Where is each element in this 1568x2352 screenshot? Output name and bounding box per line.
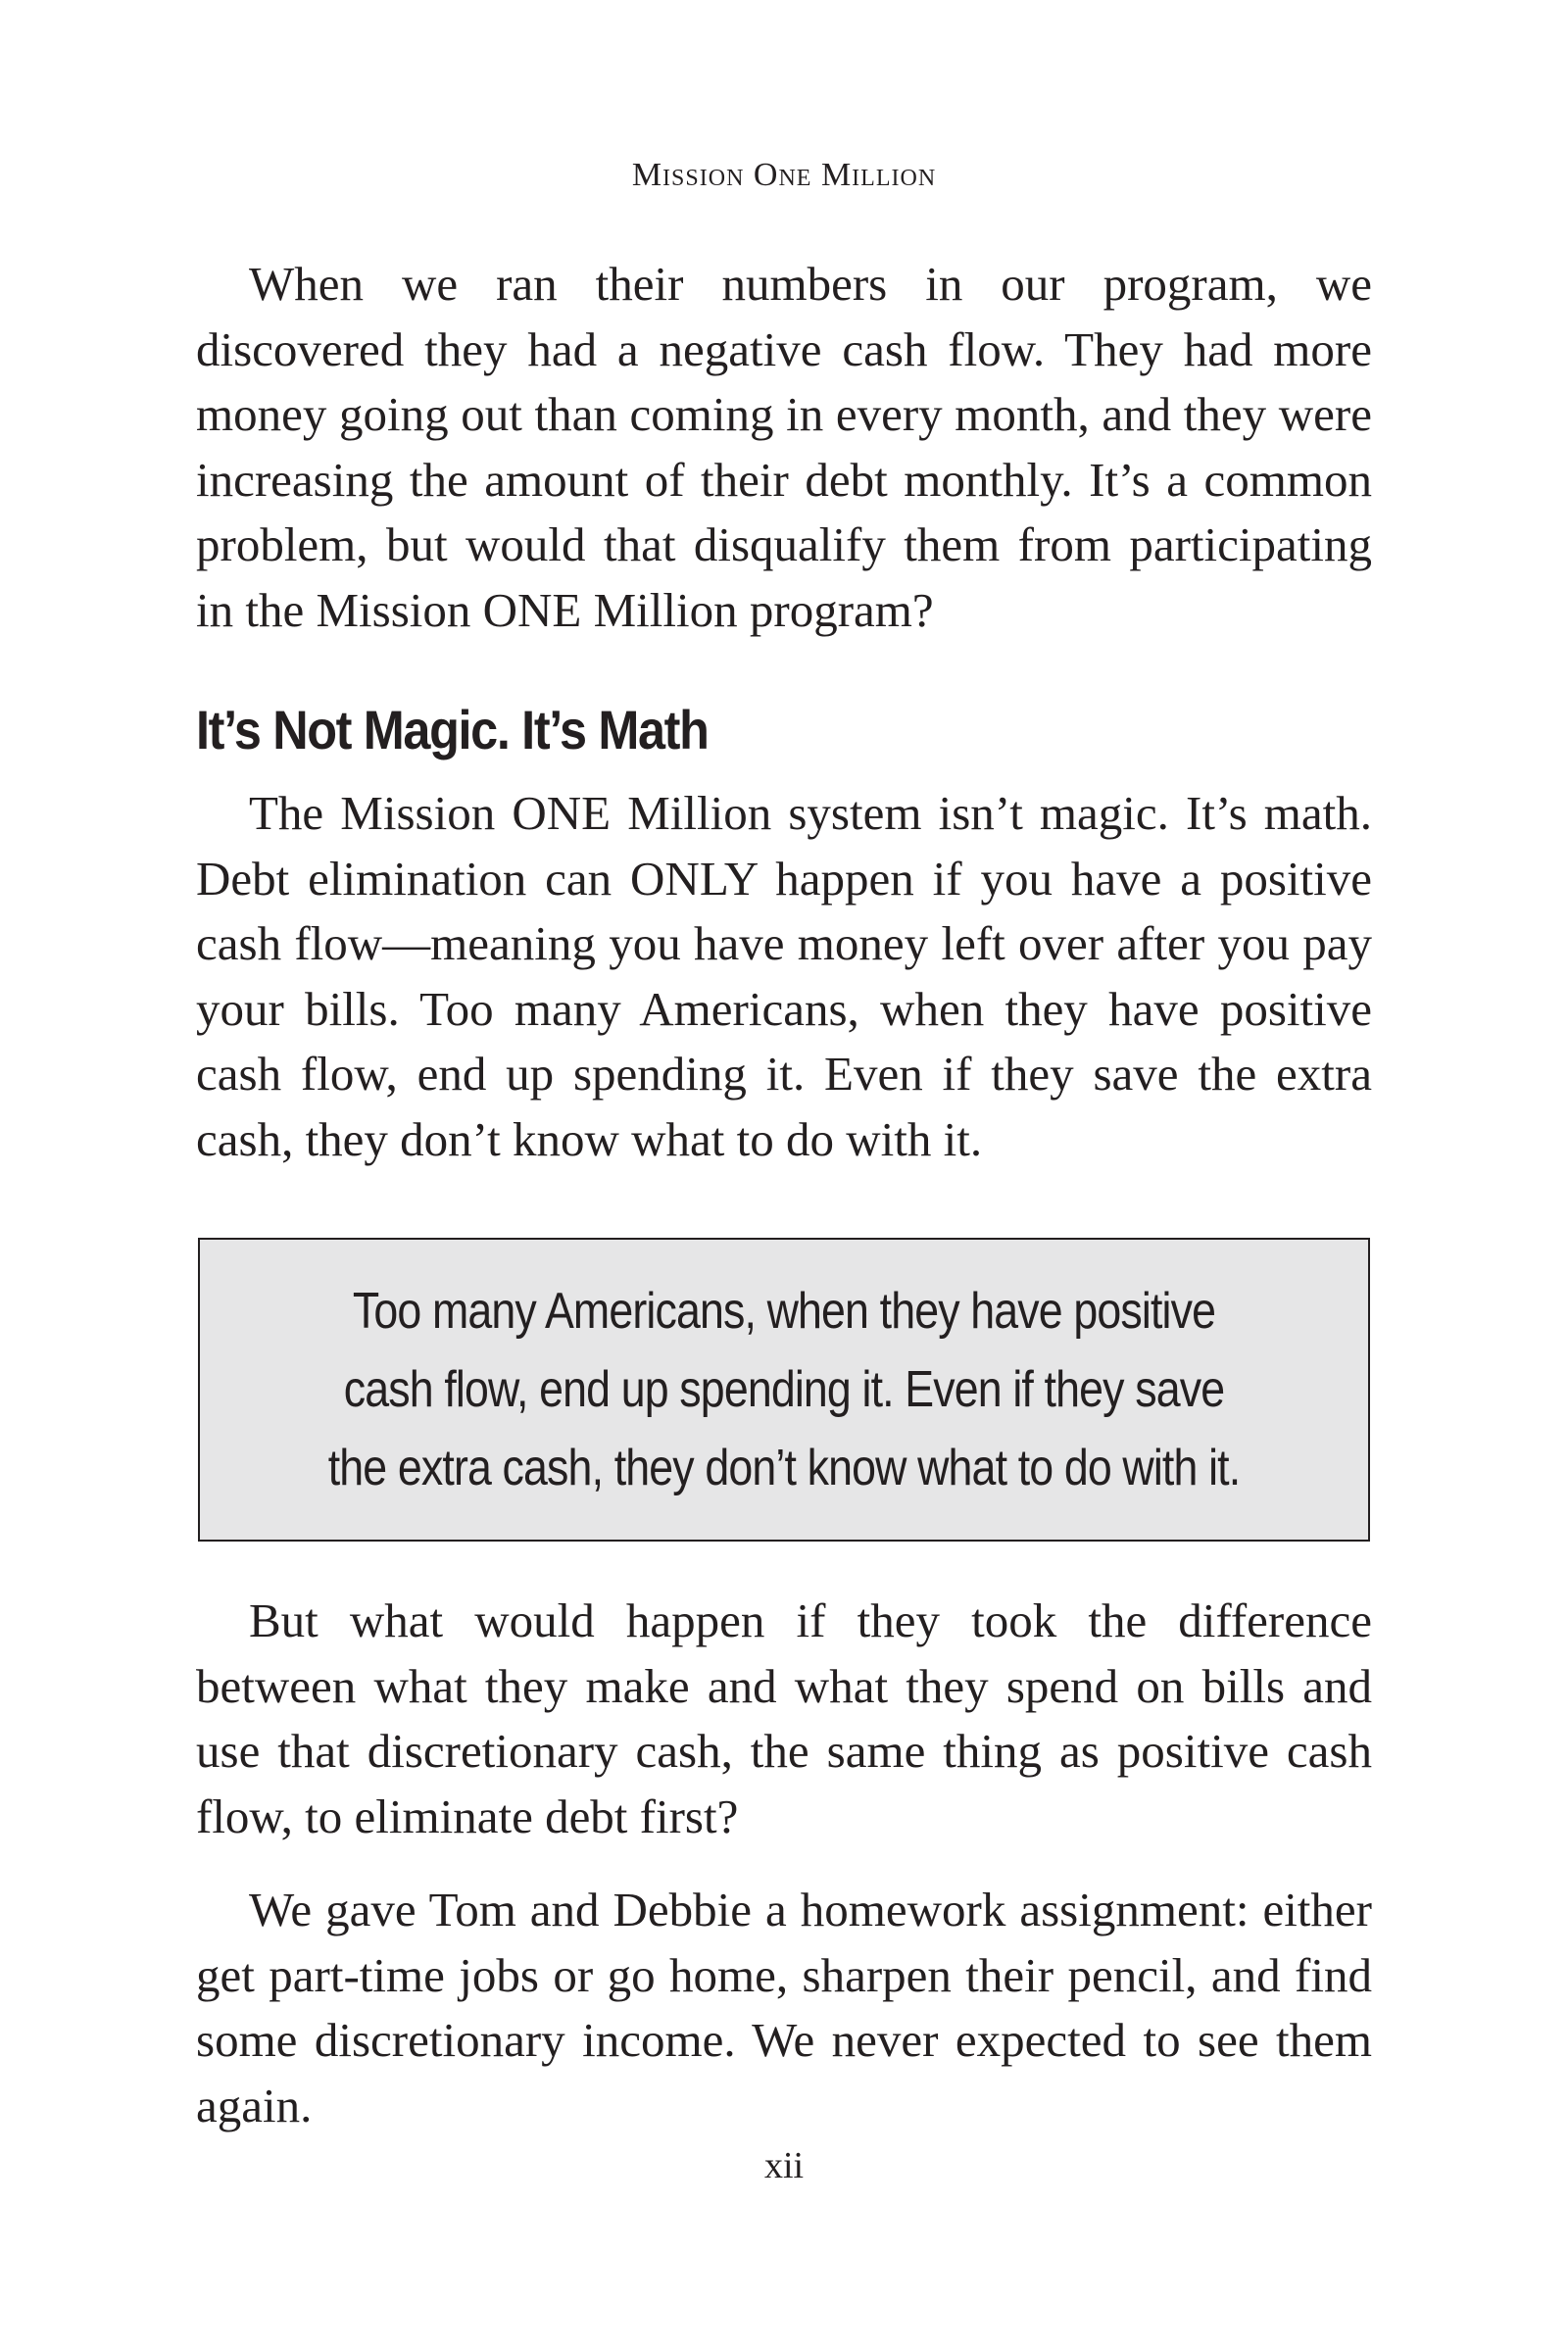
body-paragraph-1: When we ran their numbers in our program, we discovered they had a negative cash flow. They had more money going out than coming in every month, and they were increasing the amount of their debt monthly. It’s a common problem, but would that disqualify them from participating in the Mission ONE Million program?: [196, 257, 1372, 637]
body-paragraph-2: The Mission ONE Million system isn’t magic. It’s math. Debt elimination can ONLY happen if you have a positive cash flow—meaning you have money left over after you pay your bills. Too many Americans, when they have positive cash flow, end up spending it. Even if they save the extra cash, they don’t know what to do with it.: [196, 786, 1372, 1166]
body-paragraph-3: But what would happen if they took the difference between what they make and what they spend on bills and use that discretionary cash, the same thing as positive cash flow, to eliminate debt first?: [196, 1593, 1372, 1843]
section-heading: It’s Not Magic. It’s Math: [196, 699, 709, 760]
pull-quote-box: [198, 1238, 1370, 1542]
running-head: Mission One Million: [631, 157, 937, 193]
body-paragraph-4: We gave Tom and Debbie a homework assignment: either get part-time jobs or go home, sharpen their pencil, and find some discretionary income. We never expected to see them again.: [196, 1883, 1372, 2132]
pull-quote-text: Too many Americans, when they have positive cash flow, end up spending it. Even if they save the extra cash, they don’t know what to do with it.: [327, 1283, 1241, 1496]
page-number: xii: [763, 2145, 805, 2186]
